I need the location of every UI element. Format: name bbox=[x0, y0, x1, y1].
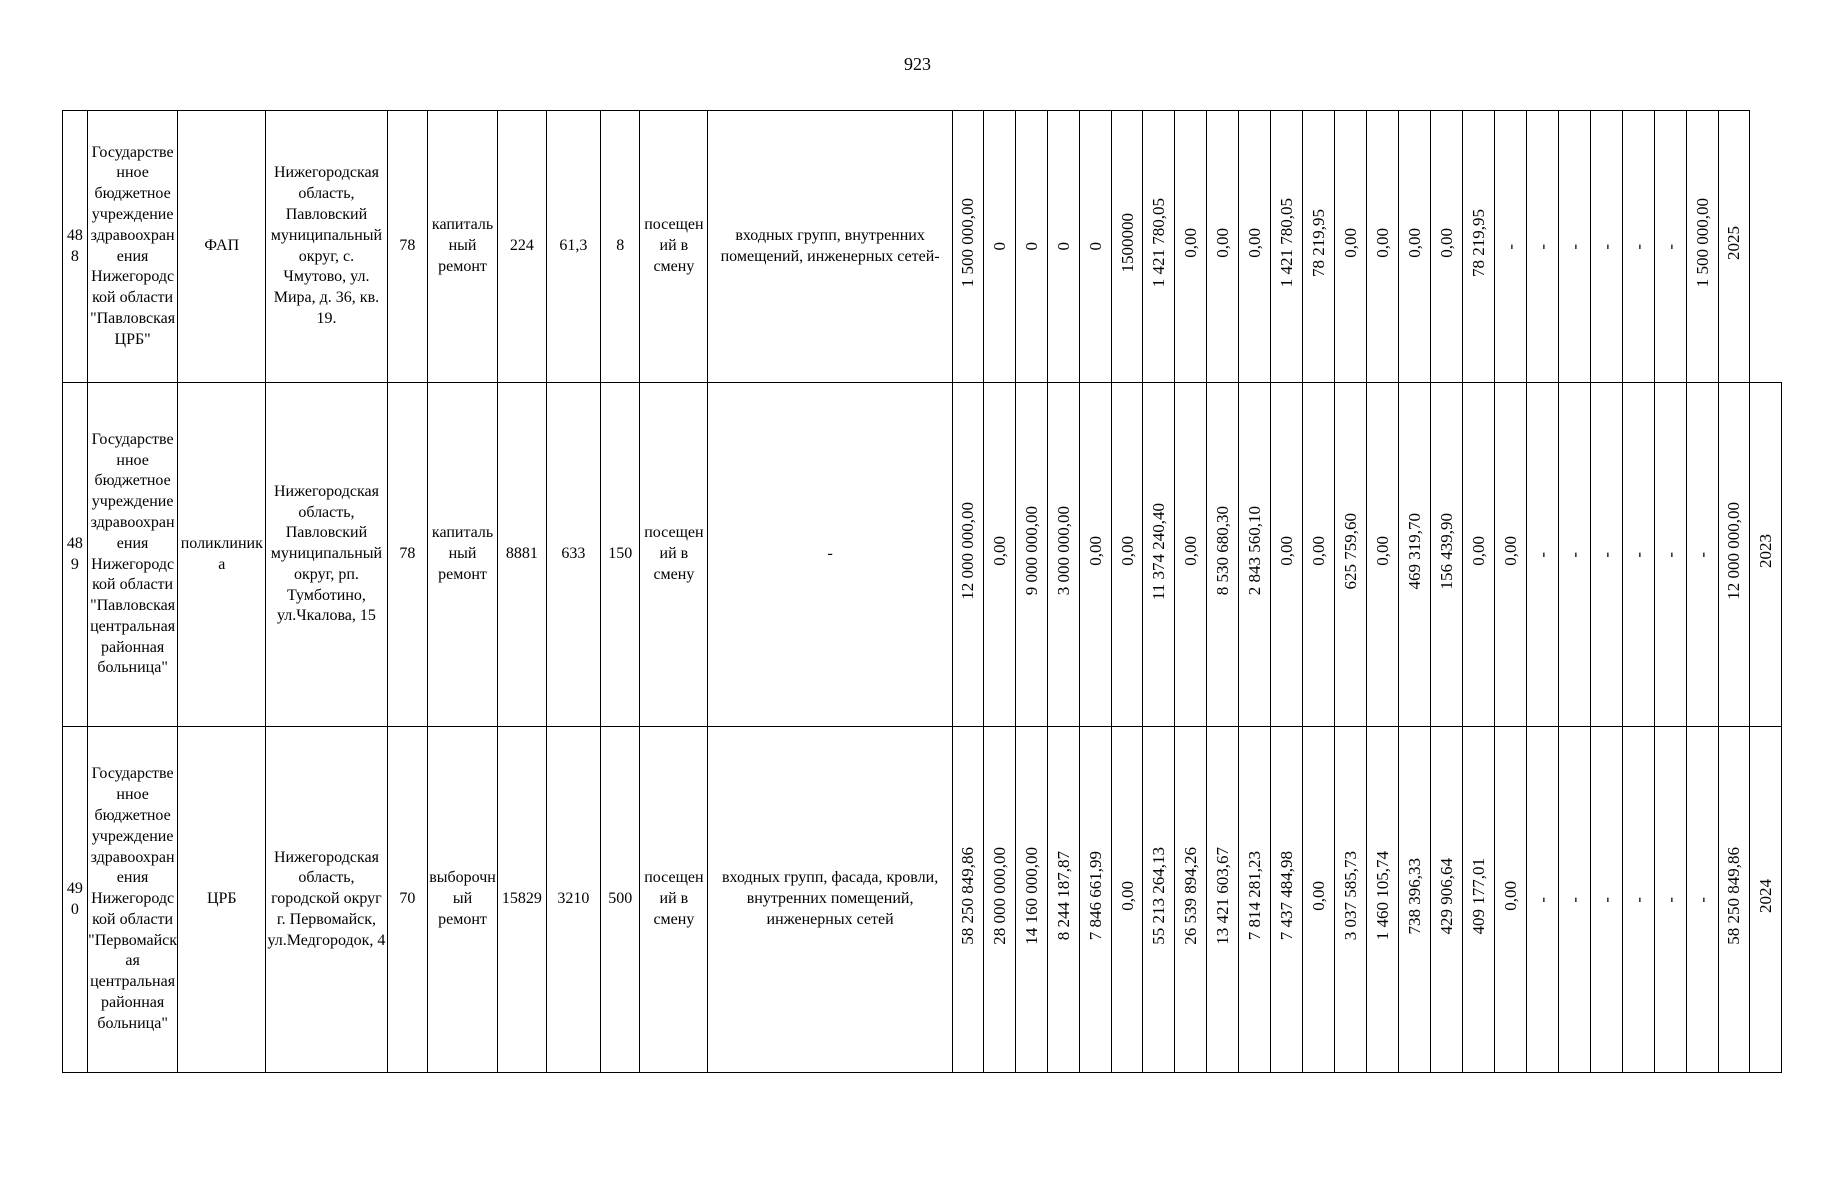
amount-value: - bbox=[1532, 897, 1552, 904]
amount-value: 0 bbox=[989, 241, 1009, 251]
amount-cell bbox=[1367, 383, 1399, 727]
amount-value: 8 530 680,30 bbox=[1213, 506, 1233, 596]
amount-cell bbox=[983, 727, 1015, 1073]
amount-cell bbox=[1590, 383, 1622, 727]
amount-value: 8 244 187,87 bbox=[1053, 851, 1073, 941]
amount-value: 9 000 000,00 bbox=[1021, 506, 1041, 596]
amount-value: 26 539 894,26 bbox=[1181, 847, 1201, 945]
year-built-cell: 70 bbox=[387, 727, 427, 1073]
amount-value: - bbox=[1692, 552, 1712, 559]
row-number-cell: 488 bbox=[63, 111, 88, 383]
work-type-cell: капитальный ремонт bbox=[427, 111, 497, 383]
amount-value: 2023 bbox=[1755, 534, 1775, 569]
amount-cell bbox=[1526, 727, 1558, 1073]
work-type-cell: выборочный ремонт bbox=[427, 727, 497, 1073]
object-cell: поликлиника bbox=[178, 383, 266, 727]
amount-value: - bbox=[1660, 552, 1680, 559]
table-row bbox=[63, 111, 1782, 383]
amount-value: 2 843 560,10 bbox=[1245, 506, 1265, 596]
area-cell: 224 bbox=[498, 111, 546, 383]
area-cell: 15829 bbox=[498, 727, 546, 1073]
objects-table bbox=[62, 110, 1782, 1073]
amount-cell bbox=[1749, 383, 1781, 727]
amount-value: 1500000 bbox=[1117, 213, 1137, 273]
amount-value: 0 bbox=[1021, 241, 1041, 251]
capacity-unit-cell: посещений в смену bbox=[640, 383, 708, 727]
amount-value: 1 500 000,00 bbox=[958, 198, 978, 288]
amount-cell bbox=[1047, 727, 1079, 1073]
amount-cell bbox=[1111, 383, 1143, 727]
amount-cell bbox=[1399, 383, 1431, 727]
row-number-cell: 490 bbox=[63, 727, 88, 1073]
amount-cell bbox=[1079, 383, 1111, 727]
amount-cell bbox=[1207, 727, 1239, 1073]
amount-value: 0,00 bbox=[1405, 228, 1425, 258]
table-row bbox=[63, 727, 1782, 1073]
amount-cell bbox=[1143, 727, 1175, 1073]
year-built-cell: 78 bbox=[387, 383, 427, 727]
amount-value: 0,00 bbox=[1341, 228, 1361, 258]
amount-cell bbox=[1654, 383, 1686, 727]
amount-value: 12 000 000,00 bbox=[1724, 502, 1744, 600]
amount-cell bbox=[1303, 727, 1335, 1073]
amount-cell bbox=[1494, 383, 1526, 727]
amount-value: 429 906,64 bbox=[1437, 857, 1457, 935]
organization-cell: Государственное бюджетное учреждение здравоохранения Нижегородской области "Первомайская центральная районная больница" bbox=[87, 727, 178, 1073]
amount-value: - bbox=[1660, 244, 1680, 251]
amount-value: 55 213 264,13 bbox=[1149, 847, 1169, 945]
amount-value: - bbox=[1596, 552, 1616, 559]
amount-cell bbox=[1463, 727, 1495, 1073]
amount-cell bbox=[1622, 727, 1654, 1073]
amount-value: 1 460 105,74 bbox=[1373, 851, 1393, 941]
amount-value: 0,00 bbox=[1373, 536, 1393, 566]
wear-cell: 61,3 bbox=[546, 111, 601, 383]
amount-value: 0,00 bbox=[1373, 228, 1393, 258]
amount-cell bbox=[952, 111, 983, 383]
amount-cell bbox=[1175, 727, 1207, 1073]
amount-cell bbox=[1175, 383, 1207, 727]
amount-cell bbox=[952, 383, 983, 727]
amount-cell bbox=[1558, 727, 1590, 1073]
amount-cell bbox=[1622, 111, 1654, 383]
amount-value: 0,00 bbox=[1085, 536, 1105, 566]
amount-value: - bbox=[1564, 897, 1584, 904]
amount-value: - bbox=[1628, 552, 1648, 559]
amount-cell bbox=[1367, 111, 1399, 383]
amount-cell bbox=[1590, 727, 1622, 1073]
amount-value: 1 500 000,00 bbox=[1692, 198, 1712, 288]
amount-cell bbox=[1047, 111, 1079, 383]
amount-cell bbox=[1047, 383, 1079, 727]
amount-value: 11 374 240,40 bbox=[1149, 502, 1169, 600]
organization-cell: Государственное бюджетное учреждение здравоохранения Нижегородской области "Павловская центральная районная больница" bbox=[87, 383, 178, 727]
amount-value: 0 bbox=[1085, 241, 1105, 251]
amount-value: 28 000 000,00 bbox=[989, 847, 1009, 945]
amount-value: 0,00 bbox=[1468, 536, 1488, 566]
amount-value: 0,00 bbox=[1309, 881, 1329, 911]
amount-cell bbox=[1335, 111, 1367, 383]
amount-value: 0,00 bbox=[1181, 536, 1201, 566]
amount-value: 0,00 bbox=[1117, 881, 1137, 911]
wear-cell: 3210 bbox=[546, 727, 601, 1073]
amount-value: 3 000 000,00 bbox=[1053, 506, 1073, 596]
row-number-cell: 489 bbox=[63, 383, 88, 727]
amount-value: - bbox=[1564, 244, 1584, 251]
amount-value: 2024 bbox=[1755, 879, 1775, 914]
amount-cell bbox=[1079, 727, 1111, 1073]
amount-value: 0,00 bbox=[1213, 228, 1233, 258]
amount-value: - bbox=[1564, 552, 1584, 559]
amount-value: 0,00 bbox=[1277, 536, 1297, 566]
amount-cell bbox=[1271, 727, 1303, 1073]
amount-value: 0,00 bbox=[1309, 536, 1329, 566]
amount-value: 0,00 bbox=[1181, 228, 1201, 258]
amount-cell bbox=[1622, 383, 1654, 727]
amount-value: - bbox=[1660, 897, 1680, 904]
amount-cell bbox=[1431, 111, 1463, 383]
amount-cell bbox=[1558, 111, 1590, 383]
work-type-cell: капитальный ремонт bbox=[427, 383, 497, 727]
amount-value: 1 421 780,05 bbox=[1149, 198, 1169, 288]
amount-value: 58 250 849,86 bbox=[1724, 847, 1744, 945]
amount-cell bbox=[1654, 727, 1686, 1073]
capacity-unit-cell: посещений в смену bbox=[640, 111, 708, 383]
address-cell: Нижегородская область, Павловский муниципальный округ, рп. Тумботино, ул.Чкалова, 15 bbox=[266, 383, 388, 727]
page-number: 923 bbox=[904, 54, 931, 74]
amount-cell bbox=[1207, 111, 1239, 383]
amount-cell bbox=[1271, 111, 1303, 383]
description-cell: входных групп, внутренних помещений, инженерных сетей- bbox=[708, 111, 952, 383]
amount-value: 625 759,60 bbox=[1341, 512, 1361, 590]
amount-cell bbox=[1494, 111, 1526, 383]
amount-cell bbox=[1686, 111, 1718, 383]
amount-cell bbox=[1239, 727, 1271, 1073]
amount-value: 0 bbox=[1053, 241, 1073, 251]
amount-cell bbox=[1399, 727, 1431, 1073]
description-cell: - bbox=[708, 383, 952, 727]
amount-cell bbox=[1718, 727, 1749, 1073]
amount-value: 156 439,90 bbox=[1437, 512, 1457, 590]
amount-cell bbox=[1111, 111, 1143, 383]
amount-cell bbox=[1079, 111, 1111, 383]
amount-value: 3 037 585,73 bbox=[1341, 851, 1361, 941]
year-built-cell: 78 bbox=[387, 111, 427, 383]
amount-value: - bbox=[1596, 897, 1616, 904]
amount-value: 0,00 bbox=[989, 536, 1009, 566]
table-row bbox=[63, 383, 1782, 727]
amount-value: - bbox=[1532, 552, 1552, 559]
amount-value: 0,00 bbox=[1500, 881, 1520, 911]
amount-cell bbox=[1111, 727, 1143, 1073]
amount-value: 7 437 484,98 bbox=[1277, 851, 1297, 941]
capacity-cell: 8 bbox=[601, 111, 640, 383]
amount-value: 7 814 281,23 bbox=[1245, 851, 1265, 941]
amount-cell bbox=[1015, 111, 1047, 383]
amount-value: 58 250 849,86 bbox=[958, 847, 978, 945]
amount-cell bbox=[1749, 727, 1781, 1073]
amount-value: - bbox=[1692, 897, 1712, 904]
amount-value: 2025 bbox=[1724, 226, 1744, 261]
capacity-cell: 150 bbox=[601, 383, 640, 727]
amount-value: 14 160 000,00 bbox=[1021, 847, 1041, 945]
amount-cell bbox=[1431, 727, 1463, 1073]
amount-cell bbox=[1718, 111, 1749, 383]
amount-cell bbox=[983, 111, 1015, 383]
amount-cell bbox=[1686, 383, 1718, 727]
amount-cell bbox=[1463, 383, 1495, 727]
amount-cell bbox=[1558, 383, 1590, 727]
amount-cell bbox=[1303, 383, 1335, 727]
amount-cell bbox=[952, 727, 983, 1073]
amount-value: 7 846 661,99 bbox=[1085, 851, 1105, 941]
amount-cell bbox=[1367, 727, 1399, 1073]
amount-cell bbox=[1207, 383, 1239, 727]
amount-cell bbox=[1335, 727, 1367, 1073]
amount-cell bbox=[1718, 383, 1749, 727]
amount-value: 0,00 bbox=[1500, 536, 1520, 566]
amount-value: 738 396,33 bbox=[1405, 857, 1425, 935]
amount-value: 409 177,01 bbox=[1468, 857, 1488, 935]
area-cell: 8881 bbox=[498, 383, 546, 727]
amount-cell bbox=[1239, 383, 1271, 727]
amount-value: 12 000 000,00 bbox=[958, 502, 978, 600]
amount-cell bbox=[1143, 111, 1175, 383]
amount-value: - bbox=[1500, 244, 1520, 251]
amount-value: 78 219,95 bbox=[1309, 209, 1329, 278]
capacity-cell: 500 bbox=[601, 727, 640, 1073]
amount-cell bbox=[983, 383, 1015, 727]
amount-cell bbox=[1431, 383, 1463, 727]
amount-cell bbox=[1335, 383, 1367, 727]
address-cell: Нижегородская область, Павловский муниципальный округ, с. Чмутово, ул. Мира, д. 36, кв. 19. bbox=[266, 111, 388, 383]
amount-value: - bbox=[1628, 244, 1648, 251]
object-cell: ЦРБ bbox=[178, 727, 266, 1073]
amount-cell bbox=[1015, 383, 1047, 727]
description-cell: входных групп, фасада, кровли, внутренних помещений, инженерных сетей bbox=[708, 727, 952, 1073]
amount-cell bbox=[1654, 111, 1686, 383]
amount-cell bbox=[1303, 111, 1335, 383]
amount-value: 1 421 780,05 bbox=[1277, 198, 1297, 288]
amount-cell bbox=[1015, 727, 1047, 1073]
amount-cell bbox=[1526, 111, 1558, 383]
amount-cell bbox=[1175, 111, 1207, 383]
amount-value: 13 421 603,67 bbox=[1213, 847, 1233, 945]
address-cell: Нижегородская область, городской округ г. Первомайск, ул.Медгородок, 4 bbox=[266, 727, 388, 1073]
amount-value: 0,00 bbox=[1117, 536, 1137, 566]
capacity-unit-cell: посещений в смену bbox=[640, 727, 708, 1073]
amount-value: 0,00 bbox=[1437, 228, 1457, 258]
amount-cell bbox=[1143, 383, 1175, 727]
amount-value: - bbox=[1532, 244, 1552, 251]
amount-value: 0,00 bbox=[1245, 228, 1265, 258]
amount-value: - bbox=[1596, 244, 1616, 251]
amount-cell bbox=[1526, 383, 1558, 727]
amount-cell bbox=[1463, 111, 1495, 383]
amount-value: 78 219,95 bbox=[1468, 209, 1488, 278]
amount-cell bbox=[1494, 727, 1526, 1073]
organization-cell: Государственное бюджетное учреждение здравоохранения Нижегородской области "Павловская ЦРБ" bbox=[87, 111, 178, 383]
amount-value: 469 319,70 bbox=[1405, 512, 1425, 590]
amount-cell bbox=[1686, 727, 1718, 1073]
amount-cell bbox=[1399, 111, 1431, 383]
wear-cell: 633 bbox=[546, 383, 601, 727]
amount-cell bbox=[1590, 111, 1622, 383]
object-cell: ФАП bbox=[178, 111, 266, 383]
amount-value: - bbox=[1628, 897, 1648, 904]
amount-cell bbox=[1239, 111, 1271, 383]
amount-cell bbox=[1271, 383, 1303, 727]
